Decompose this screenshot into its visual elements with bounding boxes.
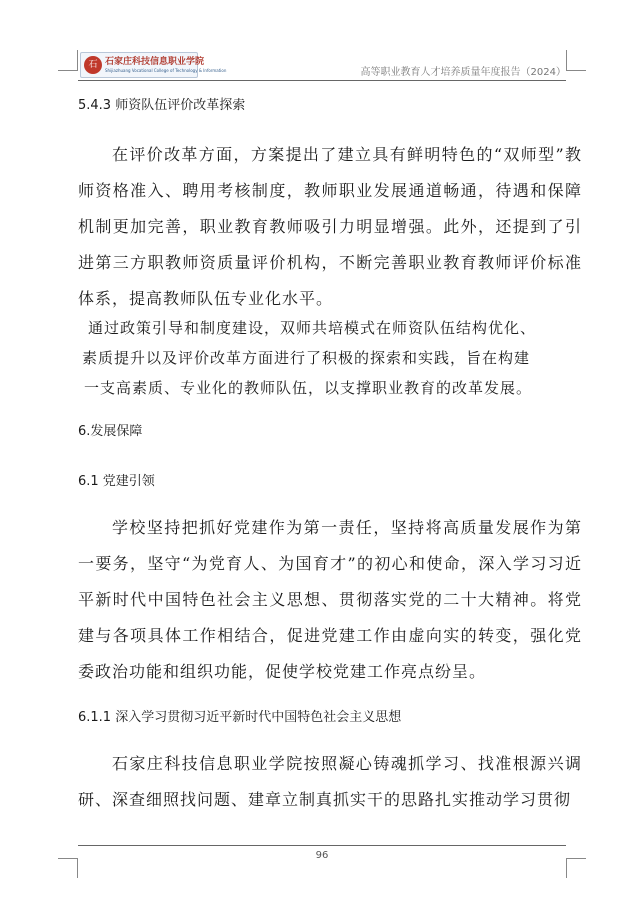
crop-mark-top-left-v — [77, 50, 78, 70]
summary-line: 素质提升以及评价改革方面进行了积极的探索和实践，旨在构建 — [82, 349, 531, 367]
report-title: 高等职业教育人才培养质量年度报告（2024） — [360, 67, 566, 78]
paragraph-study-implementation: 石家庄科技信息职业学院按照凝心铸魂抓学习、找准根源兴调研、深查细照找问题、建章立制真抓实干的思路扎实推动学习贯彻 — [78, 754, 582, 809]
college-name-en: Shijiazhuang Vocational College of Technology & Information — [105, 68, 227, 73]
crop-mark-bottom-left-v — [77, 858, 78, 878]
summary-block — [80, 313, 572, 403]
crop-mark-top-right-h — [566, 70, 586, 71]
summary-line: 通过政策引导和制度建设，双师共培模式在师资队伍结构优化、 — [88, 319, 537, 337]
section-heading-6-1: 6.1 党建引领 — [78, 474, 155, 489]
paragraph-party-building: 学校坚持把抓好党建作为第一责任，坚持将高质量发展作为第一要务，坚守“为党育人、为国育才”的初心和使命，深入学习习近平新时代中国特色社会主义思想、贯彻落实党的二十大精神。将党建与各项具体工作相结合，促进党建工作由虚向实的转变，强化党委政治功能和组织功能，促使学校党建工作亮点纷呈。 — [78, 518, 582, 681]
section-heading-5-4-3: 5.4.3 师资队伍评价改革探索 — [78, 98, 246, 113]
section-heading-6: 6.发展保障 — [78, 424, 143, 439]
footer-divider — [78, 845, 566, 846]
summary-line: 一支高素质、专业化的教师队伍，以支撑职业教育的改革发展。 — [84, 379, 533, 397]
header-divider — [78, 80, 566, 81]
paragraph-evaluation-reform: 在评价改革方面，方案提出了建立具有鲜明特色的“双师型”教师资格准入、聘用考核制度，教师职业发展通道畅通，待遇和保障机制更加完善，职业教育教师吸引力明显增强。此外，还提到了引进第三方职教师资质量评价机构，不断完善职业教育教师评价标准体系，提高教师队伍专业化水平。 — [78, 145, 582, 308]
section-heading-6-1-1: 6.1.1 深入学习贯彻习近平新时代中国特色社会主义思想 — [78, 710, 402, 725]
crop-mark-top-right-v — [566, 50, 567, 70]
crop-mark-top-left-h — [58, 70, 78, 71]
college-logo — [80, 52, 227, 78]
page-number: 96 — [315, 850, 329, 861]
college-seal-icon: 石 — [84, 56, 102, 74]
college-name: 石家庄科技信息职业学院 — [105, 57, 205, 67]
crop-mark-bottom-right-v — [566, 858, 567, 878]
